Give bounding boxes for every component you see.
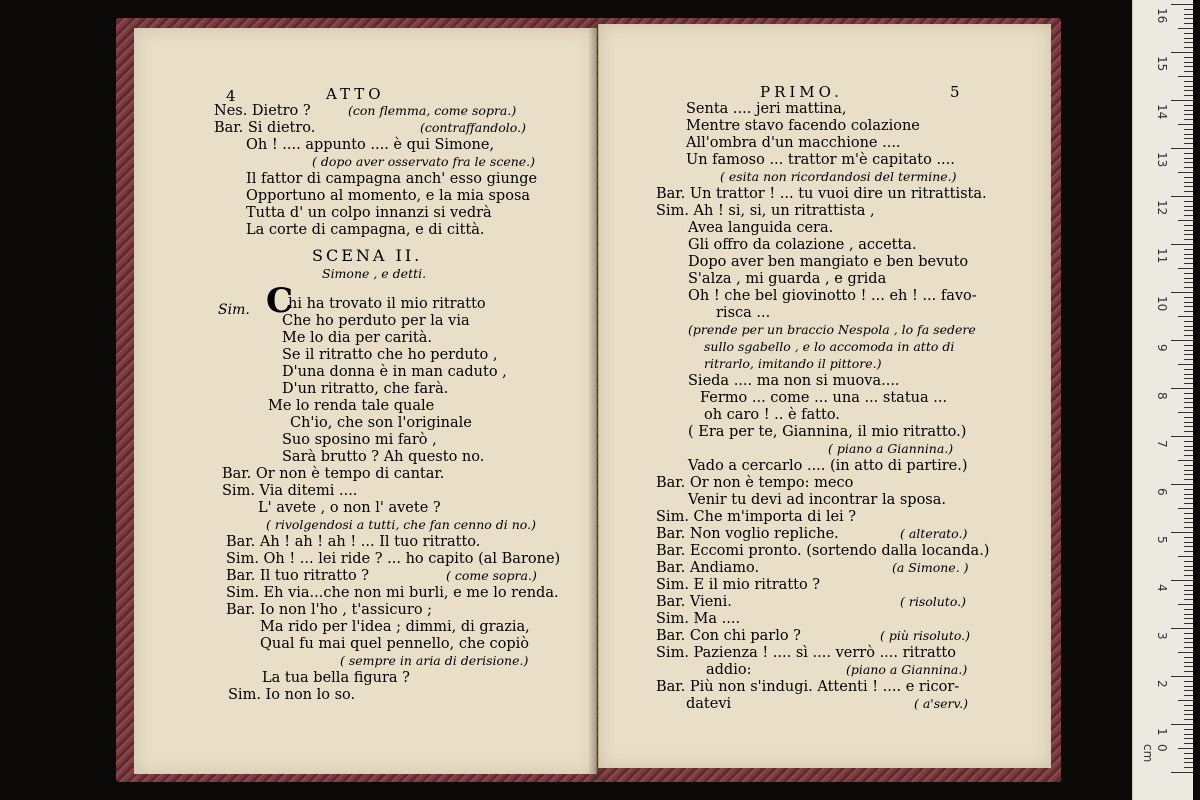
text-line: Fermo ... come ... una ... statua ... [700, 390, 948, 406]
ruler-tick [1184, 441, 1193, 442]
ruler-tick [1184, 182, 1193, 183]
dropcap: C [266, 281, 294, 321]
ruler-number: 12 [1155, 200, 1169, 216]
text-line: Vado a cercarlo .... (in atto di partire.) [688, 458, 968, 474]
ruler-tick [1171, 100, 1193, 101]
text-line: All'ombra d'un macchione .... [686, 135, 901, 151]
text-line: Sim. Pazienza ! .... sì .... verrò .... ritratto [656, 645, 956, 661]
ruler-tick [1178, 172, 1193, 173]
text-line: La corte di campagna, e di città. [246, 222, 485, 238]
ruler-number: 16 [1155, 8, 1169, 24]
ruler-tick [1178, 76, 1193, 77]
text-line: Senta .... jeri mattina, [686, 101, 847, 117]
ruler-tick [1184, 666, 1193, 667]
ruler-number: 8 [1155, 392, 1169, 400]
ruler-tick [1184, 297, 1193, 298]
ruler-tick [1184, 690, 1193, 691]
text-line: Nes. Dietro ? [214, 103, 311, 119]
ruler-tick [1184, 431, 1193, 432]
stage-direction: (prende per un braccio Nespola , lo fa sedere [688, 322, 976, 337]
ruler-tick [1184, 402, 1193, 403]
right-page-header: PRIMO. [760, 83, 843, 101]
scene-title: SCENA II. [312, 246, 423, 265]
ruler-tick [1184, 206, 1193, 207]
ruler-tick [1184, 647, 1193, 648]
stage-direction: sullo sgabello , e lo accomoda in atto di [704, 339, 955, 354]
stage-direction: ritrarlo, imitando il pittore.) [704, 356, 882, 371]
stage-direction: ( sempre in aria di derisione.) [340, 653, 529, 668]
ruler-tick [1184, 239, 1193, 240]
ruler-tick [1184, 18, 1193, 19]
ruler-tick [1184, 369, 1193, 370]
ruler-tick [1184, 743, 1193, 744]
ruler-tick [1178, 268, 1193, 269]
ruler-tick [1184, 33, 1193, 34]
text-line: Tutta d' un colpo innanzi si vedrà [246, 205, 492, 221]
ruler-tick [1184, 489, 1193, 490]
text-line: S'alza , mi guarda , e grida [688, 271, 887, 287]
ruler-tick [1184, 57, 1193, 58]
ruler-tick [1171, 724, 1193, 725]
ruler-number: 6 [1155, 488, 1169, 496]
ruler-number: 2 [1155, 680, 1169, 688]
ruler-tick [1184, 110, 1193, 111]
scene-subtitle: Simone , e detti. [322, 266, 427, 281]
text-line: Avea languida cera. [688, 220, 834, 236]
ruler-tick [1171, 340, 1193, 341]
ruler-tick [1184, 503, 1193, 504]
stage-direction: ( esita non ricordandosi del termine.) [720, 169, 957, 184]
ruler-tick [1184, 90, 1193, 91]
text-line: datevi [686, 696, 732, 712]
stage-direction: ( dopo aver osservato fra le scene.) [312, 154, 536, 169]
ruler-tick [1184, 714, 1193, 715]
ruler-tick [1184, 609, 1193, 610]
ruler-tick [1184, 522, 1193, 523]
ruler-tick [1184, 623, 1193, 624]
ruler-number: 4 [1155, 584, 1169, 592]
ruler-tick [1184, 546, 1193, 547]
left-page-header: ATTO [326, 85, 385, 103]
ruler-tick [1184, 585, 1193, 586]
ruler-tick [1184, 729, 1193, 730]
ruler-tick [1184, 225, 1193, 226]
ruler-tick [1184, 599, 1193, 600]
ruler-tick [1184, 71, 1193, 72]
ruler-tick [1184, 551, 1193, 552]
ruler-tick [1184, 734, 1193, 735]
stage-direction: (piano a Giannina.) [846, 662, 968, 677]
ruler-tick [1184, 302, 1193, 303]
ruler-number: 15 [1155, 56, 1169, 72]
text-line: Oh ! .... appunto .... è qui Simone, [246, 137, 495, 153]
ruler-number: 3 [1155, 632, 1169, 640]
text-line: Bar. Più non s'indugi. Attenti ! .... e ricor- [656, 679, 960, 695]
text-line: Venir tu devi ad incontrar la sposa. [688, 492, 946, 508]
ruler-number: 10 [1155, 296, 1169, 312]
ruler-tick [1184, 542, 1193, 543]
text-line: Bar. Vieni. [656, 594, 732, 610]
stage-direction: ( alterato.) [900, 526, 968, 541]
text-line: D'un ritratto, che farà. [282, 381, 449, 397]
text-line: Ch'io, che son l'originale [290, 415, 472, 431]
ruler-tick [1178, 652, 1193, 653]
ruler-tick [1171, 580, 1193, 581]
ruler-tick [1184, 215, 1193, 216]
ruler-tick [1184, 378, 1193, 379]
ruler-tick [1184, 407, 1193, 408]
text-line: Bar. Or non è tempo di cantar. [222, 466, 445, 482]
text-line: L' avete , o non l' avete ? [258, 500, 441, 516]
ruler-tick [1184, 426, 1193, 427]
ruler-tick [1184, 446, 1193, 447]
text-line: Sim. Io non lo so. [228, 687, 356, 703]
text-line: Qual fu mai quel pennello, che copiò [260, 636, 530, 652]
text-line: Il fattor di campagna anch' esso giunge [246, 171, 538, 187]
text-line: Bar. Andiamo. [656, 560, 760, 576]
ruler-tick [1184, 42, 1193, 43]
text-line: Se il ritratto che ho perduto , [282, 347, 498, 363]
ruler-number: 11 [1155, 248, 1169, 264]
ruler-tick [1184, 158, 1193, 159]
measurement-ruler [1132, 0, 1193, 800]
ruler-tick [1178, 316, 1193, 317]
text-line: Bar. Io non l'ho , t'assicuro ; [226, 602, 433, 618]
ruler-tick [1178, 700, 1193, 701]
ruler-tick [1184, 287, 1193, 288]
ruler-tick [1184, 686, 1193, 687]
ruler-tick [1184, 494, 1193, 495]
ruler-tick [1184, 210, 1193, 211]
ruler-number: 7 [1155, 440, 1169, 448]
ruler-tick [1171, 772, 1193, 773]
ruler-tick [1184, 330, 1193, 331]
ruler-tick [1184, 114, 1193, 115]
ruler-tick [1184, 710, 1193, 711]
ruler-tick [1184, 201, 1193, 202]
ruler-number: 13 [1155, 152, 1169, 168]
ruler-tick [1178, 412, 1193, 413]
ruler-tick [1171, 244, 1193, 245]
ruler-tick [1184, 422, 1193, 423]
ruler-tick [1184, 167, 1193, 168]
ruler-tick [1171, 436, 1193, 437]
ruler-number: 1 [1155, 728, 1169, 736]
text-line: Sim. Ah ! si, si, un ritrattista , [656, 203, 875, 219]
ruler-tick [1184, 566, 1193, 567]
ruler-tick [1184, 177, 1193, 178]
ruler-tick [1171, 388, 1193, 389]
stage-direction: ( rivolgendosi a tutti, che fan cenno di no.) [266, 517, 536, 532]
text-line: Me lo renda tale quale [268, 398, 435, 414]
ruler-tick [1184, 767, 1193, 768]
ruler-tick [1184, 359, 1193, 360]
ruler-tick [1184, 95, 1193, 96]
ruler-tick [1171, 292, 1193, 293]
ruler-tick [1184, 614, 1193, 615]
ruler-tick [1184, 47, 1193, 48]
ruler-tick [1178, 508, 1193, 509]
ruler-tick [1184, 465, 1193, 466]
ruler-tick [1184, 561, 1193, 562]
text-line: Bar. Si dietro. [214, 120, 316, 136]
text-line: Che ho perduto per la via [282, 313, 470, 329]
ruler-tick [1184, 335, 1193, 336]
ruler-tick [1184, 326, 1193, 327]
ruler-tick [1184, 498, 1193, 499]
ruler-tick [1184, 321, 1193, 322]
ruler-tick [1184, 153, 1193, 154]
stage-direction: ( più risoluto.) [880, 628, 971, 643]
ruler-tick [1184, 393, 1193, 394]
ruler-tick [1184, 753, 1193, 754]
ruler-tick [1178, 28, 1193, 29]
text-line: Opportuno al momento, e la mia sposa [246, 188, 531, 204]
text-line: Bar. Or non è tempo: meco [656, 475, 854, 491]
ruler-tick [1171, 4, 1193, 5]
ruler-tick [1184, 134, 1193, 135]
ruler-tick [1178, 460, 1193, 461]
ruler-tick [1184, 81, 1193, 82]
text-line: D'una donna è in man caduto , [282, 364, 507, 380]
text-line: Sim. Via ditemi .... [222, 483, 358, 499]
ruler-tick [1184, 186, 1193, 187]
ruler-tick [1171, 484, 1193, 485]
stage-direction: (contraffandolo.) [420, 120, 526, 135]
stage-direction: ( risoluto.) [900, 594, 966, 609]
text-line: Suo sposino mi farò , [282, 432, 437, 448]
ruler-tick [1184, 282, 1193, 283]
ruler-tick [1184, 345, 1193, 346]
ruler-tick [1184, 513, 1193, 514]
ruler-tick [1184, 311, 1193, 312]
ruler-tick [1184, 374, 1193, 375]
ruler-tick [1184, 681, 1193, 682]
ruler-tick [1171, 52, 1193, 53]
text-line: Bar. Eccomi pronto. (sortendo dalla locanda.) [656, 543, 990, 559]
ruler-tick [1178, 556, 1193, 557]
ruler-tick [1184, 671, 1193, 672]
ruler-tick [1184, 705, 1193, 706]
ruler-tick [1184, 738, 1193, 739]
ruler-tick [1184, 258, 1193, 259]
ruler-tick [1184, 249, 1193, 250]
text-line: Bar. Il tuo ritratto ? [226, 568, 370, 584]
ruler-tick [1184, 398, 1193, 399]
ruler-number: 9 [1155, 344, 1169, 352]
text-line: addio: [706, 662, 752, 678]
ruler-tick [1184, 14, 1193, 15]
text-line: Bar. Non voglio repliche. [656, 526, 839, 542]
text-line: Sim. Eh via...che non mi burli, e me lo renda. [226, 585, 559, 601]
ruler-tick [1184, 263, 1193, 264]
ruler-tick [1184, 129, 1193, 130]
text-line: Sieda .... ma non si muova.... [688, 373, 900, 389]
ruler-tick [1184, 470, 1193, 471]
ruler-tick [1184, 537, 1193, 538]
ruler-tick [1184, 527, 1193, 528]
ruler-tick [1184, 479, 1193, 480]
text-line: Sim. Oh ! ... lei ride ? ... ho capito (al Barone) [226, 551, 561, 567]
ruler-tick [1184, 23, 1193, 24]
text-line: Dopo aver ben mangiato e ben bevuto [688, 254, 969, 270]
ruler-tick [1171, 148, 1193, 149]
ruler-tick [1178, 124, 1193, 125]
ruler-number: 5 [1155, 536, 1169, 544]
left-page-number: 4 [226, 87, 236, 105]
ruler-tick [1184, 191, 1193, 192]
text-line: Bar. Con chi parlo ? [656, 628, 801, 644]
ruler-tick [1178, 364, 1193, 365]
ruler-tick [1184, 119, 1193, 120]
stage-direction: ( piano a Giannina.) [828, 441, 954, 456]
ruler-tick [1184, 633, 1193, 634]
ruler-tick [1184, 273, 1193, 274]
text-line: Bar. Un trattor ! ... tu vuoi dire un ritrattista. [656, 186, 987, 202]
ruler-tick [1184, 306, 1193, 307]
speaker-label: Sim. [218, 302, 250, 318]
ruler-unit: 0 cm [1141, 744, 1169, 763]
stage-direction: ( come sopra.) [446, 568, 537, 583]
ruler-tick [1184, 618, 1193, 619]
ruler-tick [1184, 254, 1193, 255]
text-line: oh caro ! .. è fatto. [704, 407, 840, 423]
ruler-tick [1184, 143, 1193, 144]
ruler-tick [1184, 594, 1193, 595]
ruler-tick [1184, 570, 1193, 571]
ruler-number: 14 [1155, 104, 1169, 120]
text-line: risca ... [716, 305, 771, 321]
text-line: Me lo dia per carità. [282, 330, 433, 346]
ruler-tick [1184, 575, 1193, 576]
ruler-tick [1184, 350, 1193, 351]
text-line: Ma rido per l'idea ; dimmi, di grazia, [260, 619, 530, 635]
ruler-tick [1184, 234, 1193, 235]
ruler-tick [1178, 220, 1193, 221]
ruler-tick [1184, 138, 1193, 139]
stage-direction: ( a'serv.) [914, 696, 968, 711]
text-line: ( Era per te, Giannina, il mio ritratto.) [688, 424, 967, 440]
ruler-tick [1184, 719, 1193, 720]
ruler-tick [1184, 278, 1193, 279]
ruler-tick [1184, 162, 1193, 163]
right-page-number: 5 [950, 83, 960, 101]
ruler-tick [1184, 105, 1193, 106]
ruler-tick [1184, 695, 1193, 696]
ruler-tick [1178, 604, 1193, 605]
ruler-tick [1171, 628, 1193, 629]
ruler-tick [1184, 9, 1193, 10]
text-line: Sim. Ma .... [656, 611, 741, 627]
ruler-tick [1184, 230, 1193, 231]
ruler-tick [1184, 450, 1193, 451]
ruler-tick [1171, 532, 1193, 533]
text-line: Bar. Ah ! ah ! ah ! ... Il tuo ritratto. [226, 534, 481, 550]
ruler-tick [1184, 590, 1193, 591]
ruler-tick [1184, 762, 1193, 763]
ruler-tick [1184, 62, 1193, 63]
text-line: La tua bella figura ? [262, 670, 410, 686]
ruler-tick [1184, 474, 1193, 475]
ruler-tick [1171, 196, 1193, 197]
ruler-tick [1184, 417, 1193, 418]
ruler-tick [1184, 642, 1193, 643]
ruler-tick [1184, 657, 1193, 658]
text-line: Oh ! che bel giovinotto ! ... eh ! ... favo- [688, 288, 977, 304]
ruler-tick [1184, 86, 1193, 87]
ruler-tick [1171, 676, 1193, 677]
ruler-tick [1184, 638, 1193, 639]
ruler-tick [1178, 748, 1193, 749]
ruler-tick [1184, 758, 1193, 759]
ruler-tick [1184, 38, 1193, 39]
stage-direction: (con flemma, come sopra.) [348, 103, 517, 118]
stage-direction: (a Simone. ) [892, 560, 969, 575]
ruler-tick [1184, 455, 1193, 456]
text-line: hi ha trovato il mio ritratto [288, 296, 486, 312]
ruler-tick [1184, 518, 1193, 519]
text-line: Sim. E il mio ritratto ? [656, 577, 821, 593]
text-line: Sarà brutto ? Ah questo no. [282, 449, 485, 465]
ruler-tick [1184, 383, 1193, 384]
ruler-tick [1184, 66, 1193, 67]
text-line: Sim. Che m'importa di lei ? [656, 509, 857, 525]
ruler-tick [1184, 662, 1193, 663]
text-line: Un famoso ... trattor m'è capitato .... [686, 152, 955, 168]
text-line: Mentre stavo facendo colazione [686, 118, 920, 134]
ruler-tick [1184, 354, 1193, 355]
text-line: Gli offro da colazione , accetta. [688, 237, 917, 253]
